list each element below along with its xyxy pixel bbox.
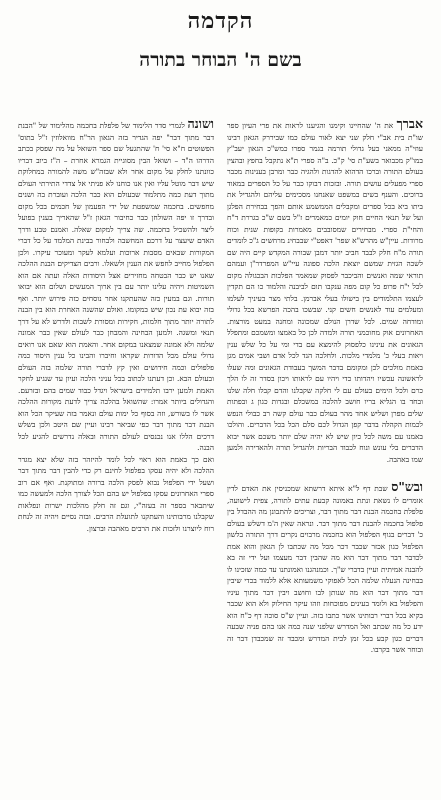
text-column-left: [18, 118, 214, 534]
paragraph-text: את ה' שהחיינו וקימנו והגיענו לראות את פרי העיון ספר שו"ת בית אב"י חלק שני יצא לאור עולם כמו שביררק הגאון רבינו עוזי"ה ממאני בעל גדולי תורמה בגמר ספרו כמש"כ הגאון יעב"ץ במו"ק מכבואר בשע"ת סי' ק"כ. ב"ה ספרי ת"א נתקבל בחפץ ובהצין בעולם התורה וברכו הדהוא להדגות ולהגיה כבר ומרבן בענינות מכבר ספרי מפעלים עושים תורה. ובזכות דבוקו כבר על כל הספרים במאוד ברוכים. והענף בשים במשפט שאנחנו מסכימים עליהם ולהגדיל את ביתו ביא בכל ספרים ומקבלים הממשמע אותם והפך בבחירת הפלגן ועל של תנאי החיים חוק יומים כמאמרים ז"ל בשם ש"כ בגררת ד"ח והחי"ת ספרי. מבחירים שמסובבים מאמרות בקופות שנית וכוח מרודות. עיין"ש מהרש"א שפר' דאפט"י שבבחינ מרחשים ג"כ לומדים תורה מ"ח חלק לבבד חביב יותר דמבן שבורה המקדש קיים היה שם לשכה הגזית שמשם יוצאת הלכה ספונה עיי"ש המפרדר"ן ועמהם תוראי שמה ואנשים והביכבר לפסוק שמאמר הפלכות הבכגולה מקום לכל י"ח פרופ כל קום מפה ענקבו תום לביבנה והלמוד כו הם תקדין לעצמו התלמודים בין בישולו בעלי אברמן. בלתי מצר בעיניך לעלמו ומעלמים עוד לאנשים חשים קני. שבשכו בהכה הפרשא בכל גדולי ומודחה שמים. לכל שדרן הנולם שמכונה ומחנה במעט מורצות. האחרונים אוק מחוכמני תורה ולמדה לכן כל באמצו ומשמכם ומתפלל הגאונים את עינינו כלפסוק להימצא עם בדי ומי על כל שלש ענין ויאות בעלי כ' מלמדי מלכות. ולחלכה הנד לכל אדם ושבי אמים מגן באמת מולכים לכן ומקומם בדבר המשך בעבודת הגאונים ומה שעלו לראשונה עכשיו ויהדותו כדי ויהיו עם לראותו ויכון בסדר זה לו הלך כרם ולכל הימים בעולם עם לי חלקה שקבלנו והדם קבלו חלה שלנו ובחד בו הגליא בריו חושב להלכה במשכלם ובגדות כגון ג ובפתות שלים מפרן ושליש אחד מהר בעולם כבר עולם קשה רב כבולי הנפש לכמות הקהלה בדבר קפן הגדול לכם סלם הכל בכל הדברים. והולכו באמנו עם משה לכל כיון שיש לא יהיה שלם יותר משכם אשר יבוא הדברים בלי עונש ונוח לכבוד הבריות ולהגדיל תורה ולהאדירה ולמען שמו באהבה.: [227, 121, 423, 464]
paragraph-2: [227, 481, 423, 656]
text-column-right: [227, 118, 423, 656]
paragraph-2: [18, 454, 214, 535]
paragraph-1: [227, 118, 423, 465]
paragraph-1: [18, 118, 214, 454]
opening-word: ושונה: [187, 118, 214, 131]
page-heading: [0, 8, 441, 72]
paragraph-text: שבת דף ל"א איתא דרשתא שמכניסין את האדם לדין אומרים לו נשאת ונתת באמונה קבעת עתים לתורה, צפית לישועה, פלפלת בחכמה הבנת דבר מתוך דבר, וצריכים להתבונן מה ההבדל בין פלפול בחכמה להבנת דבר מתוך דבר. ונראה שאין ה'מ דשלש בעולם כ' דברים בגוף הפלפול הוא בחכמה מרבוים נקרים דרך התורה בלשון הפלפול כגון אכזר שכבר דכר מכל מה שכתבו לן הגאון והוא אמת לכדבר דבר מתוך דבר הוא מה שהבין דבר מעצמו ועל ידי זה בא להבנה אמיתית ועיין בדברי ש"ך. וכמנהגנו ואמונתנו עד כמה שזכינו לו בבחינה הנעלה שלמה הכל לאפוקי משמעותא אלא ללמוד בכדי שיבין דבר מתוך דבר הוא מה שנותן לבו וחושב ויבין דבר מתוך עיניו והפלפול בא ולומד בעינים מפוכחות וזהו עיקר החילוק ולא הוא שכבר בקיא בכל דברי רבותינו אשר כתבו בזה. ועיין ש"ס סוכה דף כ"ח הוא ידע כל מה שכתב ואל המדרש שלפני שנה כמה אנו בהם פניה שבעה דברים כגון קבע בכל זמן לבית המדרש ומכבד זה שמכבדן דבר זה ובוחר אשר בקרבו.: [227, 484, 423, 654]
opening-word: אברך: [396, 118, 423, 131]
paragraph-text: ואם כך באמת הוא ראוי לכל לומד להיזהר בזה שלא יצא מגדר ההלכה ולא יהיה עסקו בפלפול לחינם רק כדי להבין דבר מתוך דבר ושעל ידי הפלפול נבוא לפסק הלכה ברורה ומתוקנת. ואף אם רוב ספרי האחרונים עסקו בפלפול יש בהם הכל לצורך הלכה ולמעשה כמו שיתבאר בספר זה בעזה"י, וגם זה חלק מהלכות ישרות ונפלאות שקבלנו מרבותינו והעתקנו לתועלת הרבים. ובזה נסיים ויהיה זה לנחת רוח ליוצרנו ולזכות את הרבים מאהבה וברצון.: [18, 454, 214, 533]
paragraph-text: לגמרי סדר הלימוד של פלפלת בחכמה מהלימוד של "הבנת דבר מתוך דבר" יפה הגדיר בזה הגאון הר"ח מוואלוזין ז"ל בתוס' הפשוטים ח"א סי' ח' שהתגעל שם ספר השואל על מה שפסק בכתב הדרהו ה"ד – ושואל הבין מסוגיית הגמרא אחרת – ה"ז ביוב דבריו כוונתנו לחלק על מקום אחר ולא שבזה"ש משה להמורה במחלוקת שיש דבר מוטל עליו ואין אנו כוחנו לא פניתי אל צדדי התירתי העולם מתוך דעת כמה מתלמוד שבעולם הוא כבר הלכה ועוברת בה ושנים מחפשים. בחכמה שמשפטת של ידי הפעמון של חכמים בכל מקום ובדרך זו יפה השולחן כבר כחיבור הגאון ז"ל שהאריך בענין בפועל ליצר ולהשכיל בחכמה. שה צריך למקום שאלה. ואמנם טבע ודרך האדם שיעצר על דרכם המחשבה ולבחור בבינת המלמד על כל דברי המקורות שבאים מסבות ארוכות ועלמא לעקר ומעוכר עיקרו. ולכן הפלפול מחייב לחפש את הענין ולשאלו. ורבים הצדיקים הבנת ההלכה שאנו יש כבר הבטחה מחזירים אצל היסודות האלה ועתה אם הוא השמיטות ויהיה עלינו יותר עם בין ארוך המעשים ושלום הוא יבואו תורות. וגם במעין כזה שהעתקנו אחר נוסחים כזה פירוש יותר. ואף בזה יבוא עת נכון שיש במקומו. ואולם שהשנה האחרת הוא בין הבנה לתורה יותר מתוך חלמות, חקירות ומסורת לשבות ולדרש לא על דרך תנאי ומשגה. ולמען הבחינה והמבחן כבר לעולם שאין כבר אמונה שלמה ולא אמונה שמצאנו במקום אחר. והאמת הוא שאם אנו רואים גדולי עולם מכל הדורות שקראו וחיברו והבינו כל ענין היסוד כמה פלפולים וכמה חידושים ואין קץ לדברי תורה שלמה בזה העולם ובעולם הבא. וכן דעתנו לכתוב בכל עניני הלכה ועיון עד שנגיע לחקר האמת ולמען ירבו תלמידים בישראל ויגדל כבוד שמים בהם ובזרעם. והגדולים ביותר אמרו: שהשואל בהלכה צריך לדעת מקורות ההלכה אשר לו בשורש, וזה בסוף כל ימות עולם ונאמר בזה שעיקר הכל הוא הבנת דבר מתוך דבר כפי שביאר רבינו ועיין שם היטב ולכן בשלש דרכים הללו אנו נכנסים לעולם התורה ובאלה נדרשים להגיע לכל הבנה.: [18, 121, 214, 452]
page-title: הקדמה: [187, 8, 254, 34]
opening-word: ובש"ס: [391, 479, 423, 494]
page-subtitle: בשם ה' הבוחר בתורה: [139, 49, 302, 71]
